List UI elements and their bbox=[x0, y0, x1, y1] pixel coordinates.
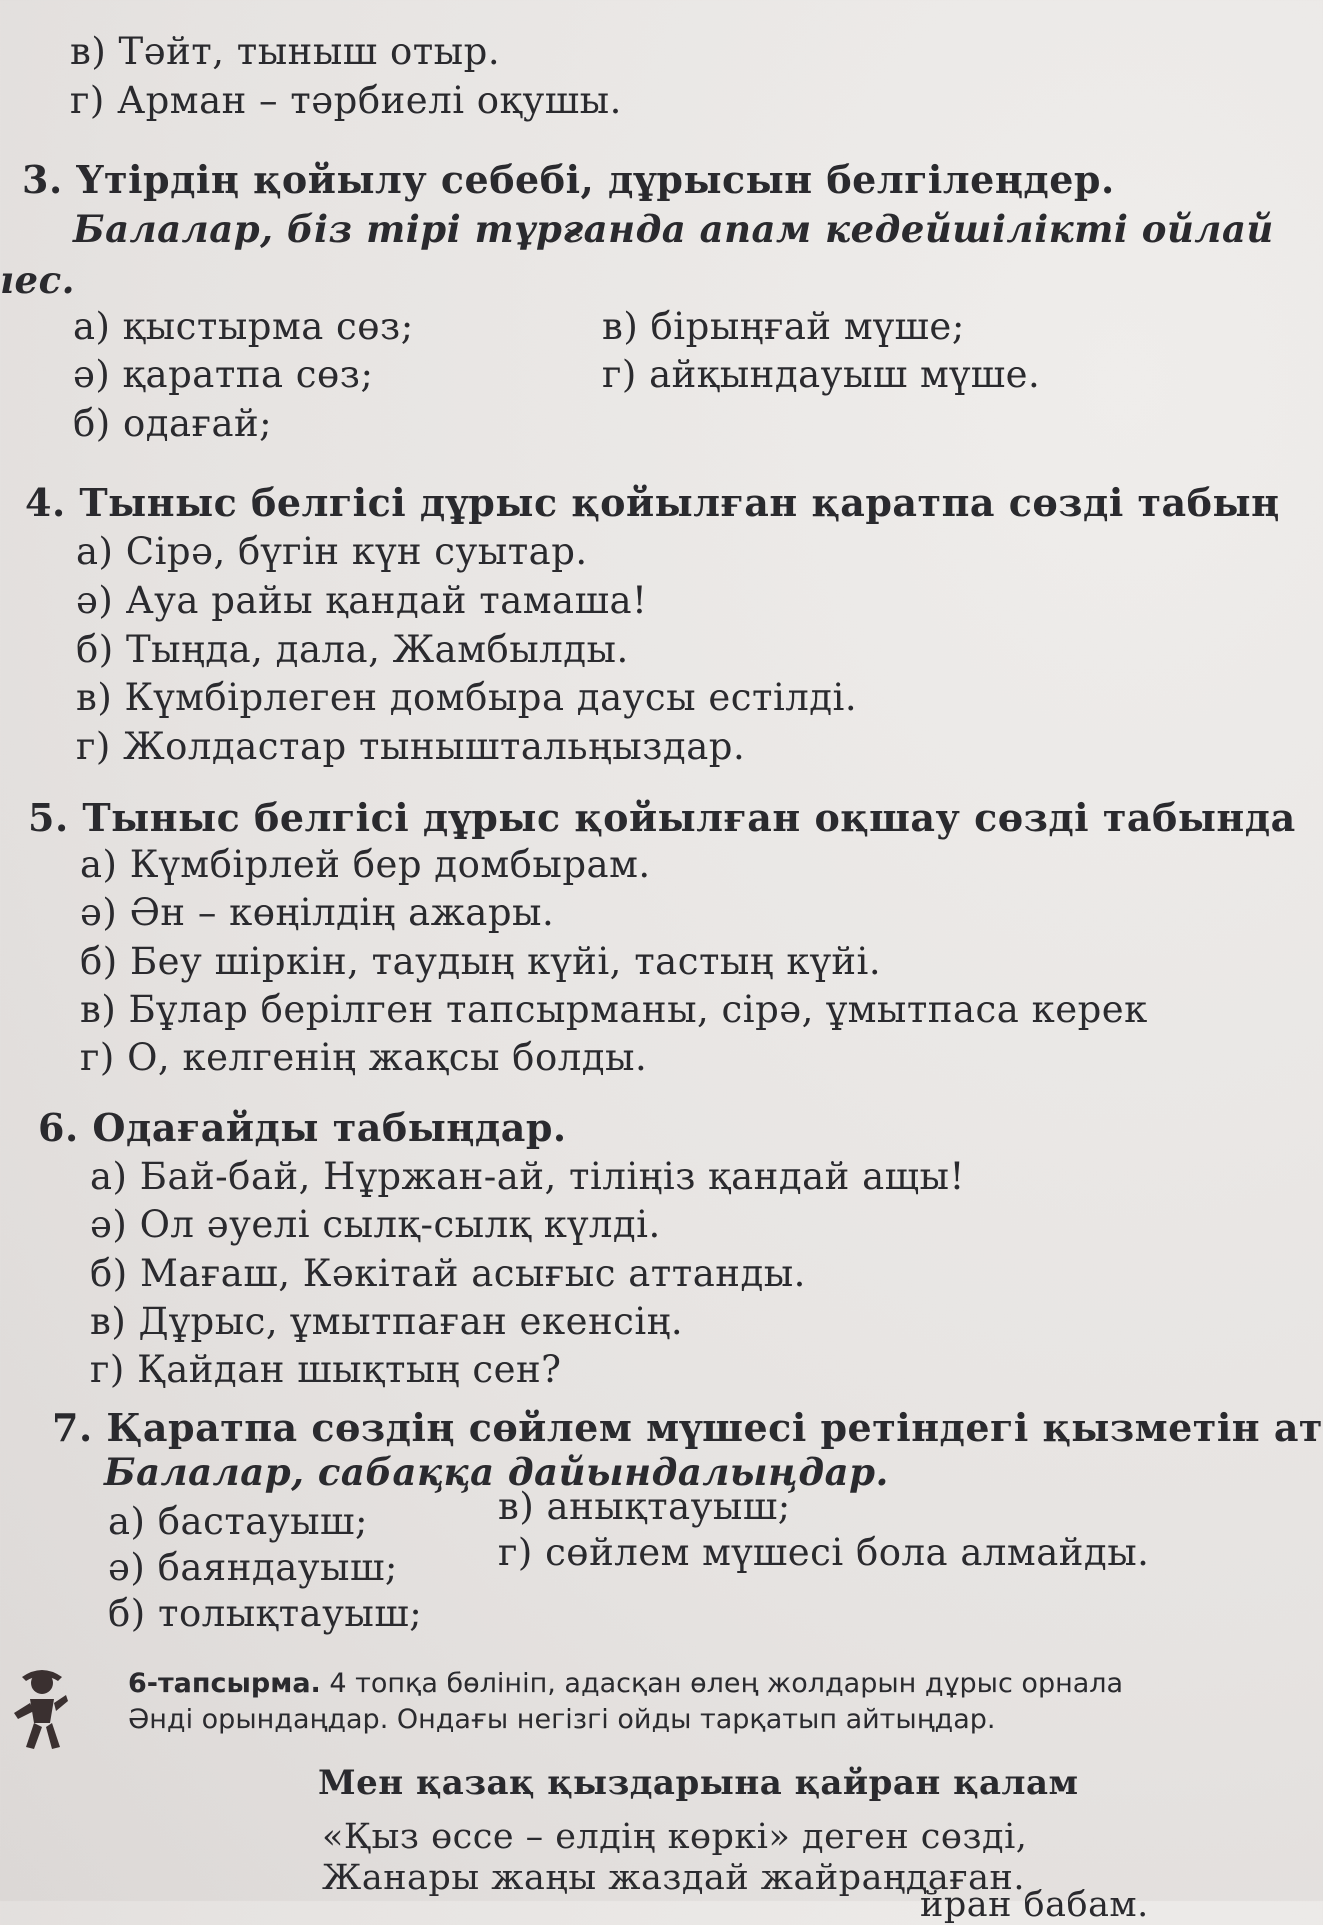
person-figure-icon bbox=[10, 1665, 70, 1755]
q5-option-g: г) О, келгенің жақсы болды. bbox=[80, 1036, 648, 1079]
q4-title: 4. Тыныс белгісі дұрыс қойылған қаратпа сөзді табың bbox=[25, 480, 1280, 525]
q2-option-g: г) Арман – тәрбиелі оқушы. bbox=[70, 79, 622, 122]
q3-option-v: в) бірыңғай мүше; bbox=[602, 305, 965, 348]
q3-title: 3. Үтірдің қойылу себебі, дұрысын белгілеңдер. bbox=[22, 157, 1115, 202]
q7-option-a: а) бастауыш; bbox=[108, 1500, 368, 1543]
q5-option-v: в) Бұлар берілген тапсырманы, сірә, ұмытпаса керек bbox=[80, 988, 1148, 1031]
q3-option-b: б) одағай; bbox=[73, 402, 273, 445]
task-6-line2: Әнді орындаңдар. Ондағы негізгі ойды тарқатып айтыңдар. bbox=[128, 1704, 996, 1735]
q6-option-a: а) Бай-бай, Нұржан-ай, тіліңіз қандай ащы! bbox=[90, 1155, 965, 1198]
q4-option-g: г) Жолдастар тыныштальңыздар. bbox=[76, 725, 746, 768]
q5-option-ae: ә) Ән – көңілдің ажары. bbox=[80, 891, 555, 934]
q6-title: 6. Одағайды табыңдар. bbox=[38, 1105, 567, 1150]
q7-sentence: Балалар, сабаққа дайындалыңдар. bbox=[104, 1450, 889, 1494]
q4-option-v: в) Күмбірлеген домбыра даусы естілді. bbox=[76, 676, 858, 719]
q6-option-g: г) Қайдан шықтың сен? bbox=[90, 1348, 562, 1391]
q5-option-a: а) Күмбірлей бер домбырам. bbox=[80, 843, 651, 886]
q3-sentence: Балалар, біз тірі тұрғанда апам кедейшілікті ойлай bbox=[73, 207, 1274, 251]
q7-option-v: в) анықтауыш; bbox=[498, 1485, 791, 1528]
q7-option-b: б) толықтауыш; bbox=[108, 1592, 423, 1635]
q5-title: 5. Тыныс белгісі дұрыс қойылған оқшау сөзді табында bbox=[28, 795, 1296, 840]
poem-line-2: Жанары жаңы жаздай жайраңдаған. bbox=[322, 1858, 1025, 1898]
q6-option-v: в) Дұрыс, ұмытпаған екенсің. bbox=[90, 1300, 684, 1343]
q3-sentence-cont: ıес. bbox=[0, 258, 76, 302]
task-6-text: 4 топқа бөлініп, адасқан өлең жолдарын дұрыс орнала bbox=[320, 1668, 1124, 1699]
q7-option-g: г) сөйлем мүшесі бола алмайды. bbox=[498, 1531, 1150, 1574]
q4-option-ae: ә) Ауа райы қандай тамаша! bbox=[76, 579, 648, 622]
poem-line-1: «Қыз өссе – елдің көркі» деген сөзді, bbox=[322, 1817, 1028, 1857]
q2-option-v: в) Тәйт, тыныш отыр. bbox=[70, 30, 501, 73]
task-6-line1 bbox=[128, 1668, 1123, 1699]
poem-title: Мен қазақ қыздарына қайран қалам bbox=[318, 1763, 1079, 1803]
task-6-label: 6-тапсырма. bbox=[128, 1668, 321, 1699]
poem-line-3: йран бабам. bbox=[920, 1885, 1149, 1925]
q3-option-ae: ә) қаратпа сөз; bbox=[73, 353, 374, 396]
q4-option-b: б) Тыңда, дала, Жамбылды. bbox=[76, 628, 629, 671]
q7-option-ae: ә) баяндауыш; bbox=[108, 1546, 398, 1589]
q3-option-a: а) қыстырма сөз; bbox=[73, 305, 414, 348]
q4-option-a: а) Сірә, бүгін күн суытар. bbox=[76, 530, 588, 573]
q6-option-b: б) Мағаш, Кәкітай асығыс аттанды. bbox=[90, 1252, 806, 1295]
q3-option-g: г) айқындауыш мүше. bbox=[602, 353, 1041, 396]
q6-option-ae: ә) Ол әуелі сылқ-сылқ күлді. bbox=[90, 1203, 661, 1246]
q5-option-b: б) Беу шіркін, таудың күйі, тастың күйі. bbox=[80, 940, 882, 983]
q7-title: 7. Қаратпа сөздің сөйлем мүшесі ретіндегі қызметін ат bbox=[52, 1405, 1323, 1450]
